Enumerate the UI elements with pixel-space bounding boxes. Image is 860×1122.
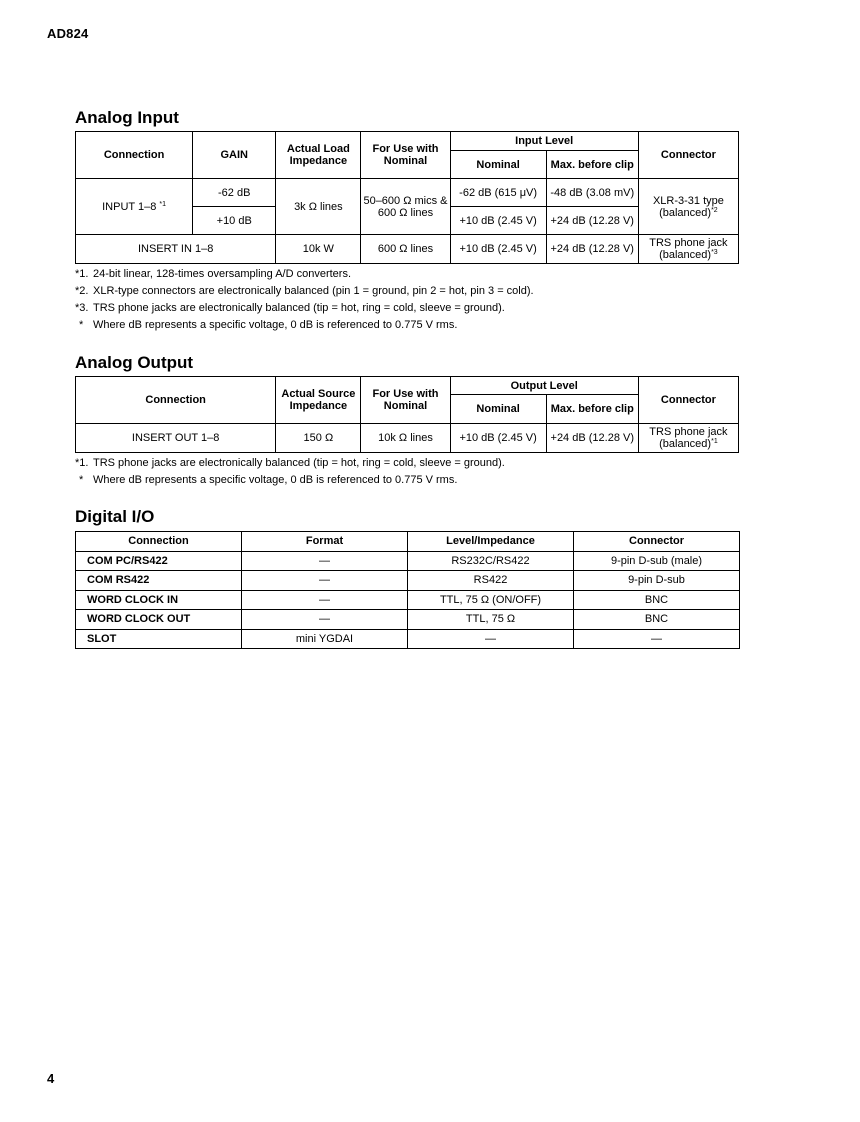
analog-input-title: Analog Input: [75, 108, 179, 127]
col-header-load-impedance: Actual Load Impedance: [276, 132, 361, 179]
input-connector-note: *2: [711, 206, 718, 214]
input-max-low: -48 dB (3.08 mV): [546, 179, 638, 207]
gain-high: +10 dB: [193, 207, 276, 235]
analog-output-title: Analog Output: [75, 353, 194, 372]
insert-out-connection: INSERT OUT 1–8: [76, 424, 276, 453]
col-header-connection: Connection: [76, 532, 242, 552]
note-item: *1. 24-bit linear, 128-times oversampling A/D converters.: [75, 268, 352, 280]
insert-in-connector: TRS phone jack (balanced): [649, 237, 728, 261]
col-header-gain: GAIN: [193, 132, 276, 179]
input-load: 3k Ω lines: [276, 179, 361, 235]
col-header-input-level: Input Level: [450, 132, 638, 151]
insert-in-connection: INSERT IN 1–8: [76, 235, 276, 264]
note-item: * Where dB represents a specific voltage, 0 dB is referenced to 0.775 V rms.: [79, 319, 458, 331]
insert-out-max: +24 dB (12.28 V): [546, 424, 638, 453]
insert-out-for-use: 10k Ω lines: [361, 424, 450, 453]
insert-out-nominal: +10 dB (2.45 V): [450, 424, 546, 453]
table-row: SLOT mini YGDAI — —: [76, 629, 740, 649]
col-header-for-use: For Use with Nominal: [361, 377, 450, 424]
note-item: * Where dB represents a specific voltage, 0 dB is referenced to 0.775 V rms.: [79, 474, 458, 486]
insert-in-nominal: +10 dB (2.45 V): [450, 235, 546, 264]
analog-input-table: [75, 131, 739, 264]
col-header-for-use: For Use with Nominal: [361, 132, 450, 179]
input-for-use: 50–600 Ω mics & 600 Ω lines: [361, 179, 450, 235]
input-connection: INPUT 1–8: [102, 200, 157, 213]
col-header-connection: Connection: [76, 132, 193, 179]
col-header-format: Format: [242, 532, 408, 552]
note-item: *2. XLR-type connectors are electronically balanced (pin 1 = ground, pin 2 = hot, pin 3 = cold).: [75, 285, 534, 297]
analog-output-table: [75, 376, 739, 453]
insert-out-connector-cell: [638, 424, 738, 453]
note-item: *3. TRS phone jacks are electronically balanced (tip = hot, ring = cold, sleeve = ground).: [75, 302, 505, 314]
digital-io-section: [75, 507, 739, 649]
page-number: 4: [47, 1071, 55, 1086]
table-row: COM RS422 — RS422 9-pin D-sub: [76, 571, 740, 591]
input-connector-cell: [638, 179, 738, 235]
input-connection-cell: [76, 179, 193, 235]
table-row: WORD CLOCK IN — TTL, 75 Ω (ON/OFF) BNC: [76, 590, 740, 610]
gain-low: -62 dB: [193, 179, 276, 207]
digital-io-title: Digital I/O: [75, 507, 155, 526]
col-header-connector: Connector: [638, 132, 738, 179]
document-header: AD824: [47, 26, 89, 41]
insert-out-connector: TRS phone jack (balanced): [649, 426, 728, 450]
col-header-output-level: Output Level: [450, 377, 638, 395]
analog-input-section: [75, 108, 739, 334]
analog-output-section: [75, 353, 739, 489]
col-header-connector: Connector: [638, 377, 738, 424]
col-header-connection: Connection: [76, 377, 276, 424]
insert-out-source: 150 Ω: [276, 424, 361, 453]
note-item: *1. TRS phone jacks are electronically balanced (tip = hot, ring = cold, sleeve = ground).: [75, 457, 505, 469]
col-header-nominal: Nominal: [450, 151, 546, 179]
insert-in-connector-note: *3: [711, 249, 718, 256]
input-connection-note: *1: [159, 200, 167, 208]
col-header-level-impedance: Level/Impedance: [408, 532, 574, 552]
insert-in-load: 10k W: [276, 235, 361, 264]
input-connector: XLR-3-31 type (balanced): [652, 194, 724, 219]
insert-in-for-use: 600 Ω lines: [361, 235, 450, 264]
col-header-connector: Connector: [574, 532, 740, 552]
col-header-max: Max. before clip: [546, 395, 638, 424]
insert-in-connector-cell: [638, 235, 738, 264]
analog-input-notes: [75, 266, 739, 334]
input-max-high: +24 dB (12.28 V): [546, 207, 638, 235]
col-header-max: Max. before clip: [546, 151, 638, 179]
analog-output-notes: [75, 455, 739, 489]
input-nominal-high: +10 dB (2.45 V): [450, 207, 546, 235]
input-nominal-low: -62 dB (615 μV): [450, 179, 546, 207]
col-header-source-impedance: Actual Source Impedance: [276, 377, 361, 424]
insert-in-max: +24 dB (12.28 V): [546, 235, 638, 264]
col-header-nominal: Nominal: [450, 395, 546, 424]
table-row: WORD CLOCK OUT — TTL, 75 Ω BNC: [76, 610, 740, 630]
digital-io-table: [75, 531, 740, 649]
insert-out-connector-note: *1: [711, 438, 718, 445]
table-row: COM PC/RS422 — RS232C/RS422 9-pin D-sub (male): [76, 551, 740, 571]
